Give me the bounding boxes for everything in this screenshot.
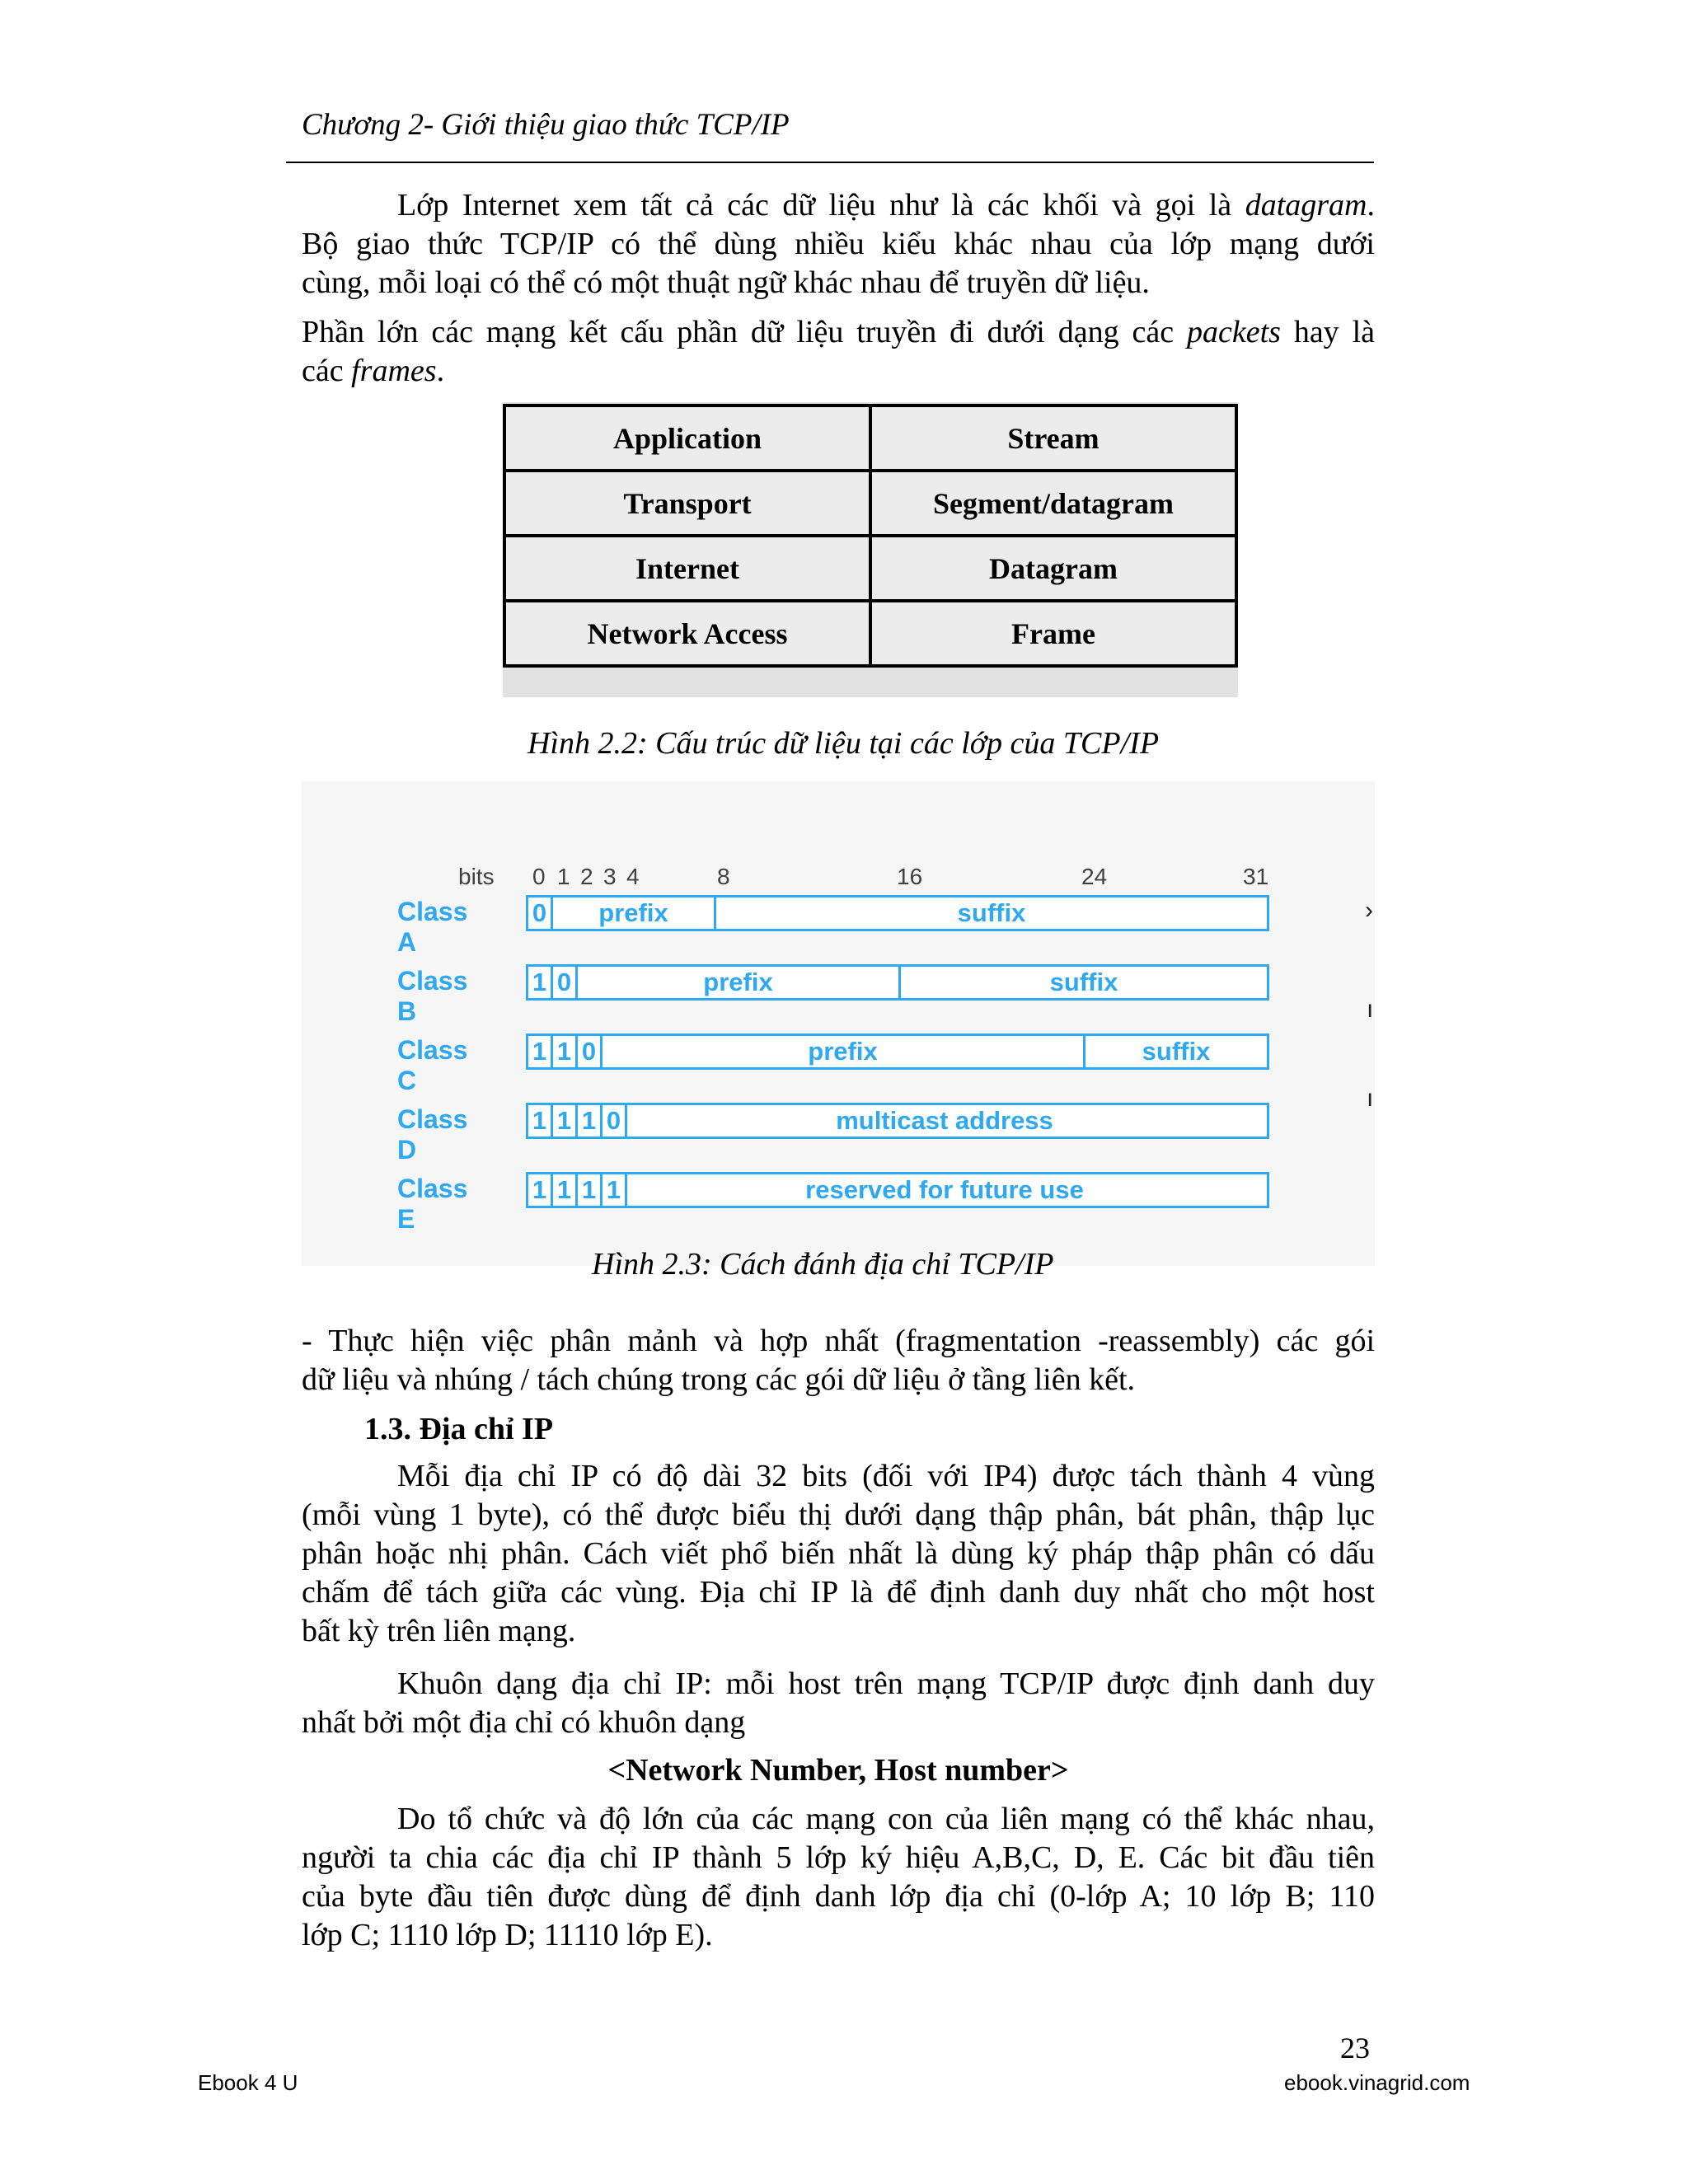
bits-label: bits bbox=[458, 864, 495, 889]
bit-cell: 0 bbox=[603, 1105, 627, 1137]
text-line: - Thực hiện việc phân mảnh và hợp nhất (fragmentation -reassembly) các gói bbox=[302, 1324, 1375, 1358]
text-line: người ta chia các địa chỉ IP thành 5 lớp ký hiệu A,B,C, D, E. Các bit đầu tiên bbox=[302, 1840, 1375, 1875]
paragraph-packets-frames bbox=[302, 313, 1375, 391]
table-row bbox=[504, 536, 1236, 601]
layer-data-table bbox=[503, 404, 1238, 668]
bit-cell: 0 bbox=[578, 1036, 603, 1067]
class-a-fields bbox=[526, 895, 1269, 931]
bit-cell: 1 bbox=[578, 1174, 603, 1206]
figure-caption-2-2: Hình 2.2: Cấu trúc dữ liệu tại các lớp của TCP/IP bbox=[527, 726, 1160, 761]
prefix-field: prefix bbox=[553, 898, 716, 929]
class-b-label: Class B bbox=[397, 966, 468, 1026]
paragraph-fragmentation bbox=[302, 1322, 1375, 1399]
text-line: (mỗi vùng 1 byte), có thể được biểu thị dưới dạng thập phân, bát phân, thập lục bbox=[302, 1497, 1375, 1532]
page-number: 23 bbox=[1340, 2032, 1370, 2064]
table-cell-unit: Stream bbox=[870, 405, 1236, 471]
table-row bbox=[504, 601, 1236, 666]
address-format-line: <Network Number, Host number> bbox=[607, 1753, 1069, 1788]
bit-cell: 0 bbox=[528, 898, 553, 929]
class-e-fields bbox=[526, 1172, 1269, 1208]
header-divider bbox=[286, 162, 1374, 163]
bit-tick: 31 bbox=[1243, 864, 1269, 889]
edge-glyph: ı bbox=[1367, 996, 1374, 1023]
bit-tick: 8 bbox=[717, 864, 730, 889]
text-line: bất kỳ trên liên mạng. bbox=[302, 1614, 576, 1648]
table-row bbox=[504, 471, 1236, 536]
text-line: Phần lớn các mạng kết cấu phần dữ liệu truyền đi dưới dạng các packets hay là bbox=[302, 315, 1375, 349]
footer-left-text: Ebook 4 U bbox=[198, 2070, 298, 2095]
bit-tick: 1 bbox=[557, 864, 570, 889]
class-b-fields bbox=[526, 964, 1269, 1001]
footer-right-text: ebook.vinagrid.com bbox=[1284, 2070, 1470, 2095]
chapter-header: Chương 2- Giới thiệu giao thức TCP/IP bbox=[302, 108, 790, 142]
edge-glyph: ı bbox=[1367, 1085, 1374, 1112]
text-line: lớp C; 1110 lớp D; 11110 lớp E). bbox=[302, 1918, 713, 1952]
section-heading: 1.3. Địa chỉ IP bbox=[364, 1412, 554, 1446]
text-line: Khuôn dạng địa chỉ IP: mỗi host trên mạng TCP/IP được định danh duy bbox=[397, 1666, 1375, 1701]
prefix-field: prefix bbox=[578, 967, 901, 998]
table-cell-layer: Transport bbox=[504, 471, 870, 536]
table-cell-layer: Application bbox=[504, 405, 870, 471]
bit-cell: 1 bbox=[553, 1105, 578, 1137]
table-cell-unit: Datagram bbox=[870, 536, 1236, 601]
text-line: cùng, mỗi loại có thể có một thuật ngữ khác nhau để truyền dữ liệu. bbox=[302, 265, 1150, 300]
text-line: của byte đầu tiên được dùng để định danh lớp địa chỉ (0-lớp A; 10 lớp B; 110 bbox=[302, 1879, 1375, 1914]
suffix-field: suffix bbox=[1142, 1037, 1211, 1066]
text-line: Mỗi địa chỉ IP có độ dài 32 bits (đối với IP4) được tách thành 4 vùng bbox=[397, 1459, 1375, 1493]
edge-glyph: › bbox=[1365, 897, 1373, 924]
class-a-label: Class A bbox=[397, 897, 468, 957]
table-cell-unit: Frame bbox=[870, 601, 1236, 666]
text-line: Do tổ chức và độ lớn của các mạng con của liên mạng có thể khác nhau, bbox=[397, 1802, 1375, 1836]
figure-caption-2-3: Hình 2.3: Cách đánh địa chỉ TCP/IP bbox=[592, 1247, 1054, 1282]
suffix-field: suffix bbox=[957, 898, 1026, 927]
class-e-label: Class E bbox=[397, 1174, 468, 1234]
text-line: chấm để tách giữa các vùng. Địa chỉ IP là để định danh duy nhất cho một host bbox=[302, 1575, 1375, 1610]
text-line: Bộ giao thức TCP/IP có thể dùng nhiều kiểu khác nhau của lớp mạng dưới bbox=[302, 227, 1375, 261]
bit-tick: 0 bbox=[532, 864, 546, 889]
bit-tick: 24 bbox=[1081, 864, 1108, 889]
text-line: dữ liệu và nhúng / tách chúng trong các gói dữ liệu ở tầng liên kết. bbox=[302, 1362, 1136, 1397]
bit-tick: 4 bbox=[626, 864, 640, 889]
bit-tick: 2 bbox=[580, 864, 593, 889]
bit-cell: 1 bbox=[603, 1174, 627, 1206]
bit-tick: 16 bbox=[897, 864, 923, 889]
class-c-fields bbox=[526, 1033, 1269, 1070]
text-line: Lớp Internet xem tất cả các dữ liệu như là các khối và gọi là datagram. bbox=[397, 188, 1375, 223]
text-line: phân hoặc nhị phân. Cách viết phổ biến nhất là dùng ký pháp thập phân có dấu bbox=[302, 1536, 1375, 1571]
table-cell-layer: Internet bbox=[504, 536, 870, 601]
class-c-label: Class C bbox=[397, 1035, 468, 1095]
bit-cell: 1 bbox=[528, 1036, 553, 1067]
bit-cell: 1 bbox=[528, 967, 553, 998]
paragraph-internet-layer bbox=[302, 186, 1375, 302]
table-row bbox=[504, 405, 1236, 471]
bit-cell: 1 bbox=[528, 1105, 553, 1137]
paragraph-ip-address bbox=[302, 1457, 1375, 1651]
class-d-fields bbox=[526, 1103, 1269, 1139]
table-cell-unit: Segment/datagram bbox=[870, 471, 1236, 536]
prefix-field: prefix bbox=[603, 1036, 1085, 1067]
bit-cell: 1 bbox=[553, 1174, 578, 1206]
bit-cell: 0 bbox=[553, 967, 578, 998]
class-d-label: Class D bbox=[397, 1104, 468, 1165]
bit-cell: 1 bbox=[553, 1036, 578, 1067]
paragraph-address-classes bbox=[302, 1800, 1375, 1955]
reserved-field: reserved for future use bbox=[805, 1175, 1084, 1204]
bit-cell: 1 bbox=[528, 1174, 553, 1206]
multicast-field: multicast address bbox=[836, 1106, 1053, 1135]
text-line: nhất bởi một địa chỉ có khuôn dạng bbox=[302, 1705, 746, 1740]
text-line: các frames. bbox=[302, 354, 445, 388]
bit-tick: 3 bbox=[603, 864, 617, 889]
paragraph-address-format bbox=[302, 1665, 1375, 1742]
table-cell-layer: Network Access bbox=[504, 601, 870, 666]
suffix-field: suffix bbox=[1049, 968, 1118, 996]
bit-cell: 1 bbox=[578, 1105, 603, 1137]
